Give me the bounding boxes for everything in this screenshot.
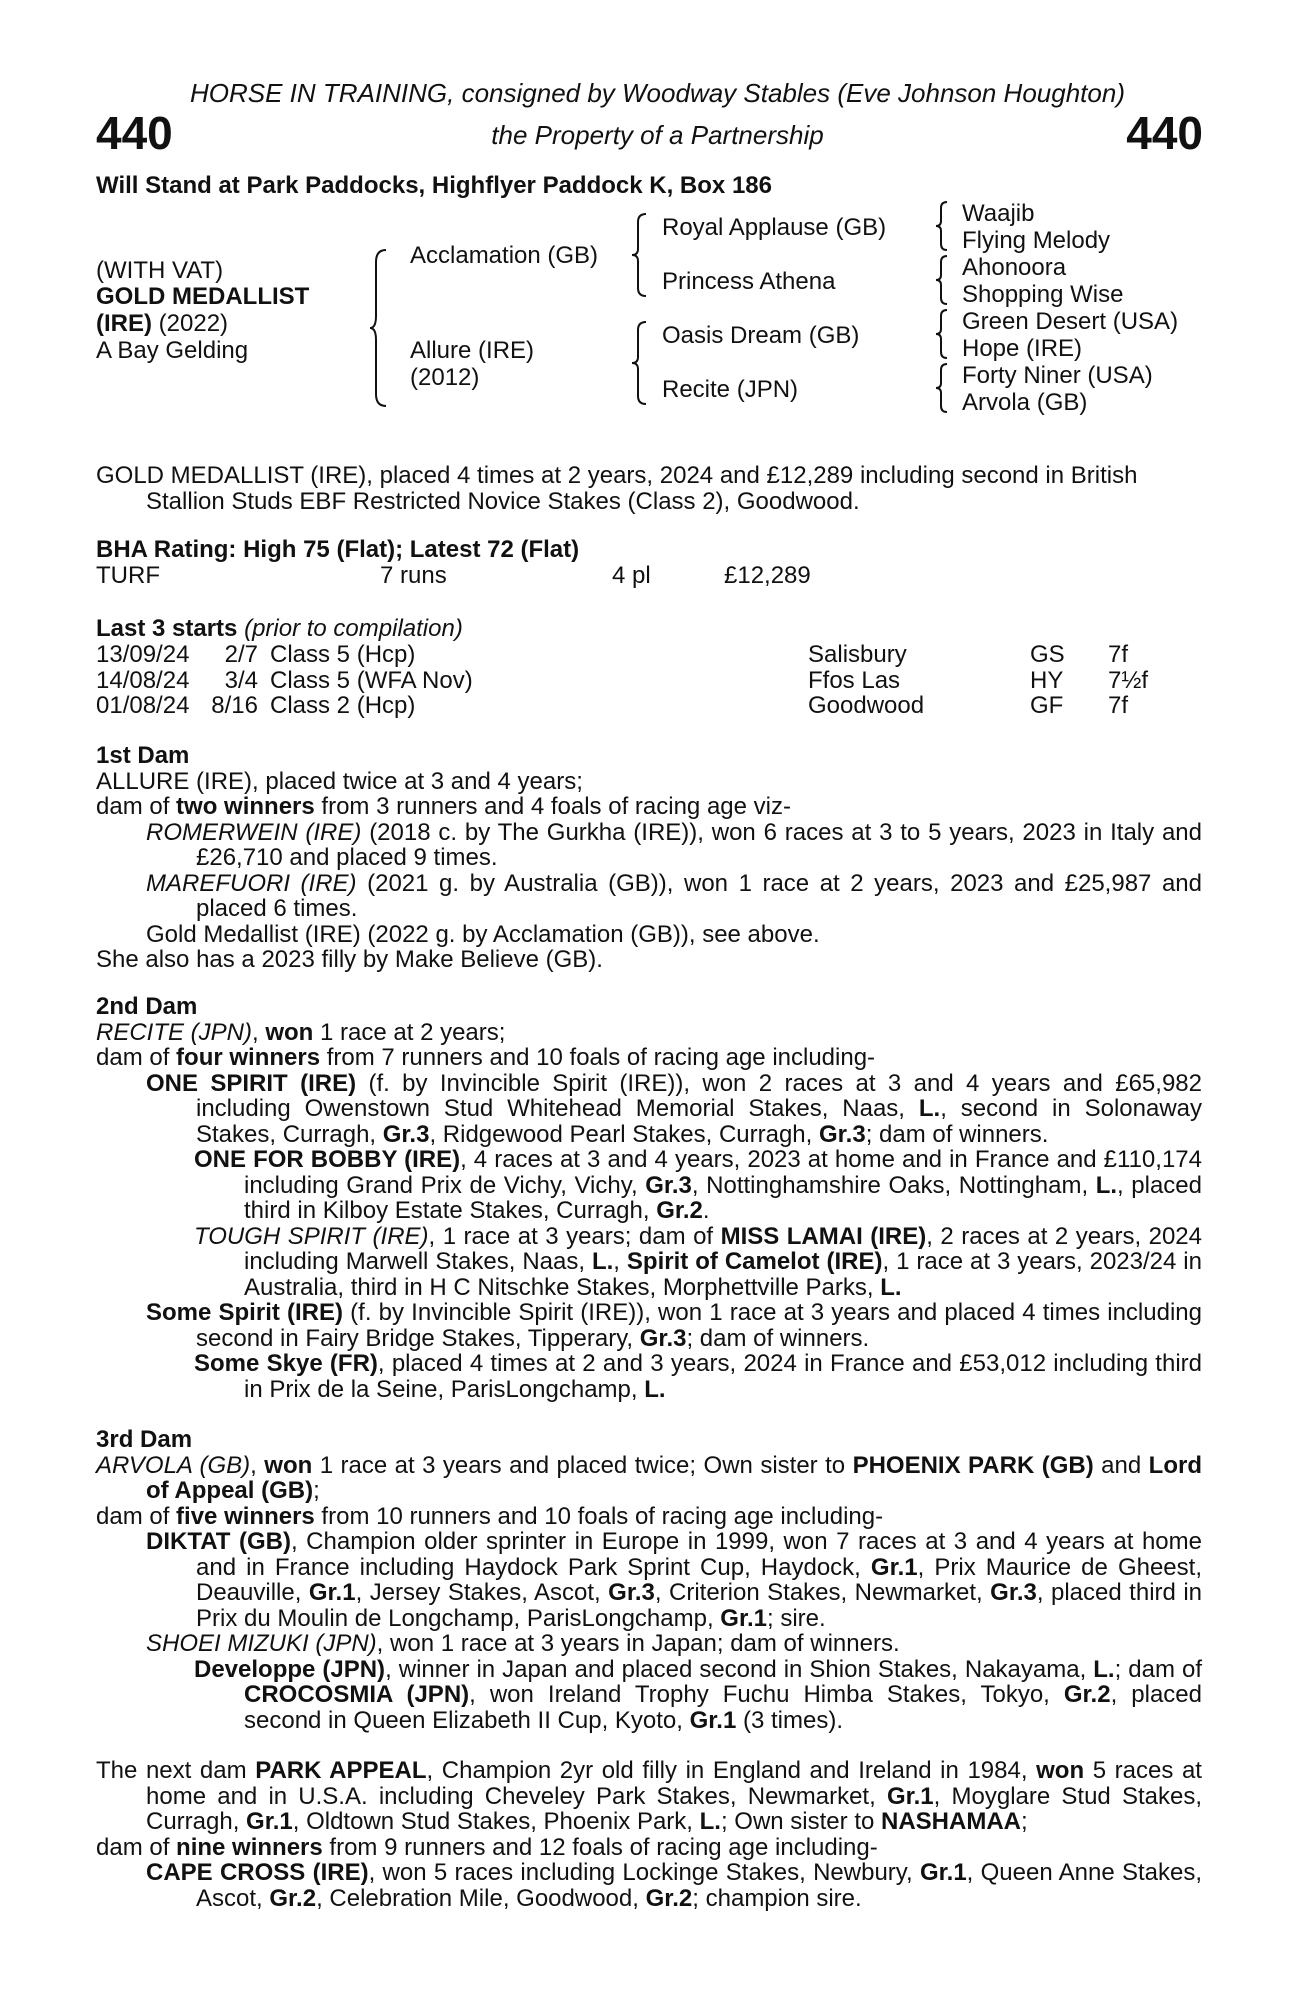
race-grade: Gr.3 <box>608 1579 655 1606</box>
horse-year: (2022) <box>152 310 229 337</box>
dam-name: ARVOLA (GB) <box>96 1451 251 1479</box>
race-grade: Gr.1 <box>308 1579 356 1606</box>
rating-placed: 4 pl <box>612 562 651 589</box>
start-race: Class 5 (WFA Nov) <box>270 666 473 694</box>
text: 1 race at 3 years and placed twice; Own sister to <box>312 1451 853 1479</box>
horse-description: A Bay Gelding <box>96 337 249 364</box>
text: dam of <box>96 1833 177 1861</box>
produce-entry: Gold Medallist (IRE) (2022 g. by Acclamation (GB)), see above. <box>146 920 820 948</box>
start-course: Salisbury <box>808 641 907 668</box>
sibling-name: Lord of Appeal (GB) <box>146 1451 1202 1504</box>
winners-count: nine winners <box>176 1833 323 1861</box>
text: won <box>265 1018 314 1046</box>
pedigree-brace-g2 <box>934 254 950 306</box>
produce-details: (2018 c. by The Gurkha (IRE)), won 6 races at 3 to 5 years, 2023 in Italy and £26,710 and placed 9 times. <box>196 818 1202 871</box>
text: ; sire. <box>767 1604 826 1632</box>
text: ; dam of winners. <box>686 1324 870 1352</box>
produce-name: MISS LAMAI (IRE) <box>720 1222 927 1250</box>
text: , Nottinghamshire Oaks, Nottingham, <box>691 1171 1096 1199</box>
text: . <box>702 1197 710 1224</box>
text: (f. by Invincible Spirit (IRE)), won 2 races at 3 and 4 years and £65,982 including Owenstown Stud Whitehead Memorial Stakes, Naas, <box>196 1069 1202 1122</box>
text: , 4 races at 3 and 4 years, 2023 at home and in France and £110,174 including Grand Prix de Vichy, Vichy, <box>244 1146 1202 1199</box>
produce-name: DIKTAT (GB) <box>146 1528 291 1555</box>
produce-name: CAPE CROSS (IRE) <box>146 1859 369 1886</box>
winners-count: five winners <box>176 1502 315 1530</box>
text: and <box>1093 1451 1149 1479</box>
sibling-name: NASHAMAA <box>881 1808 1021 1835</box>
text: ; <box>313 1477 320 1504</box>
first-dam-section <box>96 743 1202 973</box>
lot-number-right: 440 <box>1126 107 1203 159</box>
race-grade: L. <box>699 1808 721 1835</box>
text: , placed third in Prix du Moulin de Longchamp, ParisLongchamp, <box>196 1579 1202 1632</box>
last-starts-title <box>96 616 463 642</box>
text: ; <box>1021 1808 1028 1835</box>
summary-line-2: Stallion Studs EBF Restricted Novice Stakes (Class 2), Goodwood. <box>146 487 860 515</box>
produce-name: TOUGH SPIRIT (IRE) <box>194 1222 429 1250</box>
consignment-line: HORSE IN TRAINING, consigned by Woodway Stables (Eve Johnson Houghton) <box>190 78 1125 108</box>
start-position: 3/4 <box>224 666 258 694</box>
text: , second in Solonaway Stakes, Curragh, <box>196 1095 1202 1148</box>
pedigree-brace-sire <box>630 212 650 298</box>
produce-details: (2021 g. by Australia (GB)), won 1 race at 2 years, 2023 and £25,987 and placed 6 times. <box>196 869 1202 922</box>
dam-name: PARK APPEAL <box>255 1757 427 1784</box>
race-grade: Gr.1 <box>919 1859 967 1886</box>
produce-name: Some Spirit (IRE) <box>146 1299 344 1326</box>
text: , Champion older sprinter in Europe in 1999, won 7 races at 3 and 4 years at home and in France including Haydock Park Sprint Cup, Haydock, <box>196 1528 1202 1581</box>
text: , Criterion Stakes, Newmarket, <box>654 1579 991 1606</box>
text: , winner in Japan and placed second in Shion Stakes, Nakayama, <box>385 1655 1094 1683</box>
vat-note: (WITH VAT) <box>96 257 224 284</box>
race-grade: Gr.3 <box>990 1579 1037 1606</box>
grandsire-4: Forty Niner (USA) <box>962 362 1153 389</box>
text: , placed second in Queen Elizabeth II Cup, Kyoto, <box>244 1681 1202 1734</box>
text: , <box>613 1248 627 1275</box>
granddam-1: Flying Melody <box>962 227 1111 254</box>
race-grade: L. <box>880 1273 902 1301</box>
produce-entry <box>96 1631 1202 1657</box>
text: , Celebration Mile, Goodwood, <box>316 1884 646 1912</box>
text: (f. by Invincible Spirit (IRE)), won 1 race at 3 years and placed 4 times including second in Fairy Bridge Stakes, Tipperary, <box>196 1299 1202 1352</box>
summary-line-1: GOLD MEDALLIST (IRE), placed 4 times at 2 years, 2024 and £12,289 including second in British <box>96 462 1138 489</box>
race-grade: Gr.3 <box>639 1324 687 1352</box>
second-dam-section <box>96 994 1202 1402</box>
text: ; dam of winners. <box>865 1120 1049 1148</box>
race-grade: Gr.1 <box>886 1782 934 1810</box>
produce-name: Some Skye (FR) <box>194 1350 378 1377</box>
sibling-name: PHOENIX PARK (GB) <box>852 1451 1094 1479</box>
text: dam of <box>96 1502 177 1530</box>
text: from 3 runners and 4 foals of racing age viz- <box>314 793 791 820</box>
produce-name: ROMERWEIN (IRE) <box>146 818 362 846</box>
text: , Prix Maurice de Gheest, Deauville, <box>196 1553 1202 1606</box>
third-dam-heading: 3rd Dam <box>96 1426 193 1453</box>
dam-dam: Recite (JPN) <box>662 376 799 403</box>
text: from 9 runners and 12 foals of racing age including- <box>322 1833 878 1861</box>
start-race: Class 2 (Hcp) <box>270 692 416 719</box>
start-distance: 7½f <box>1108 666 1149 694</box>
first-dam-line: ALLURE (IRE), placed twice at 3 and 4 years; <box>96 767 583 795</box>
text: , won 5 races including Lockinge Stakes, Newbury, <box>368 1859 920 1886</box>
start-position: 8/16 <box>211 692 258 719</box>
start-position: 2/7 <box>224 641 258 668</box>
dam-year: (2012) <box>410 364 480 391</box>
winners-count: four winners <box>176 1044 321 1071</box>
text: , placed 4 times at 2 and 3 years, 2024 in France and £53,012 including third in Prix de la Seine, ParisLongchamp, <box>244 1350 1202 1403</box>
pedigree-brace-dam <box>630 320 650 406</box>
third-dam-produce-line <box>96 1504 1202 1530</box>
next-dam-produce-line <box>96 1835 1202 1861</box>
sire: Acclamation (GB) <box>410 242 599 269</box>
text: (3 times). <box>736 1706 843 1734</box>
text: ; Own sister to <box>720 1808 881 1835</box>
pedigree-brace-g3 <box>934 308 950 360</box>
text: 1 race at 2 years; <box>313 1018 506 1046</box>
text: , won 1 race at 3 years in Japan; dam of winners. <box>376 1630 900 1657</box>
granddam-3: Hope (IRE) <box>962 335 1083 362</box>
table-row <box>96 668 1148 694</box>
next-dam-line <box>96 1758 1202 1835</box>
start-race: Class 5 (Hcp) <box>270 641 416 668</box>
granddam-4: Arvola (GB) <box>962 389 1088 416</box>
starts-table <box>96 642 1148 719</box>
race-grade: Gr.1 <box>720 1604 767 1632</box>
produce-entry <box>96 1147 1202 1224</box>
winners-count: two winners <box>176 793 315 820</box>
table-row <box>96 642 1148 668</box>
text: , <box>250 1451 265 1479</box>
text: dam of <box>96 793 177 820</box>
pedigree-brace-g1 <box>934 200 950 252</box>
produce-entry <box>96 820 1202 871</box>
second-dam-produce-line <box>96 1045 1202 1071</box>
produce-entry <box>96 1860 1202 1911</box>
text: The next dam <box>96 1757 256 1784</box>
produce-entry <box>96 1224 1202 1301</box>
start-distance: 7f <box>1108 641 1129 668</box>
pedigree-brace-g4 <box>934 362 950 414</box>
text: ; dam of <box>1114 1655 1202 1683</box>
text: , Queen Anne Stakes, Ascot, <box>196 1859 1202 1912</box>
text: , Jersey Stakes, Ascot, <box>355 1579 609 1606</box>
race-grade: Gr.3 <box>818 1120 866 1148</box>
text: , Moyglare Stud Stakes, Curragh, <box>146 1782 1202 1835</box>
start-date: 13/09/24 <box>96 641 190 668</box>
text: , Champion 2yr old filly in England and Ireland in 1984, <box>426 1757 1037 1784</box>
horse-country-year <box>96 311 228 337</box>
text: , Oldtown Stud Stakes, Phoenix Park, <box>292 1808 700 1835</box>
start-going: GS <box>1030 641 1065 668</box>
race-grade: Gr.2 <box>269 1884 317 1912</box>
produce-entry <box>96 1300 1202 1351</box>
race-grade: Gr.1 <box>870 1553 918 1581</box>
start-date: 01/08/24 <box>96 692 190 719</box>
produce-entry <box>96 1657 1202 1734</box>
third-dam-line <box>96 1453 1202 1504</box>
grandsire-2: Ahonoora <box>962 254 1067 281</box>
produce-name: Developpe (JPN) <box>194 1655 386 1683</box>
rating-earnings: £12,289 <box>724 562 811 589</box>
grandsire-3: Green Desert (USA) <box>962 308 1179 335</box>
race-grade: Gr.2 <box>1063 1681 1111 1708</box>
produce-name: ONE FOR BOBBY (IRE) <box>194 1146 461 1173</box>
next-dam-section <box>96 1758 1202 1911</box>
rating-surface: TURF <box>96 562 160 589</box>
first-dam-heading: 1st Dam <box>96 742 190 769</box>
produce-entry <box>96 871 1202 922</box>
dam-sire: Oasis Dream (GB) <box>662 322 860 349</box>
text: ; champion sire. <box>692 1884 862 1912</box>
race-grade: Gr.2 <box>645 1884 693 1912</box>
property-line: the Property of a Partnership <box>491 120 824 150</box>
text: , <box>252 1018 266 1046</box>
rating-runs: 7 runs <box>380 562 447 589</box>
produce-name: SHOEI MIZUKI (JPN) <box>146 1630 377 1657</box>
text: won <box>1036 1757 1085 1784</box>
bha-rating: BHA Rating: High 75 (Flat); Latest 72 (Flat) <box>96 536 580 563</box>
text: 5 races at home and in U.S.A. including Cheveley Park Stakes, Newmarket, <box>146 1757 1202 1810</box>
race-grade: Gr.3 <box>645 1171 692 1199</box>
first-dam-produce-line <box>96 794 1202 820</box>
produce-entry <box>96 1071 1202 1148</box>
produce-name: CROCOSMIA (JPN) <box>244 1681 470 1708</box>
produce-entry <box>96 1529 1202 1631</box>
text: , 2 races at 2 years, 2024 including Marwell Stakes, Naas, <box>244 1222 1202 1275</box>
produce-entry <box>96 1351 1202 1402</box>
summary <box>96 463 1202 514</box>
dam-name: RECITE (JPN) <box>96 1018 252 1046</box>
lot-number-left: 440 <box>96 107 173 159</box>
text: won <box>264 1451 313 1479</box>
start-distance: 7f <box>1108 692 1129 719</box>
last-starts-label: Last 3 starts <box>96 615 238 642</box>
text: , 1 race at 3 years; dam of <box>428 1222 721 1250</box>
second-dam-heading: 2nd Dam <box>96 993 198 1020</box>
race-grade: Gr.1 <box>246 1808 293 1835</box>
first-dam-also: She also has a 2023 filly by Make Believe (GB). <box>96 946 603 973</box>
text: , Ridgewood Pearl Stakes, Curragh, <box>429 1120 819 1148</box>
text: , placed third in Kilboy Estate Stakes, Curragh, <box>244 1171 1202 1224</box>
start-date: 14/08/24 <box>96 666 190 694</box>
text: dam of <box>96 1044 177 1071</box>
granddam-2: Shopping Wise <box>962 281 1124 308</box>
sire-dam: Princess Athena <box>662 268 836 295</box>
race-grade: L. <box>1095 1171 1118 1199</box>
produce-name: ONE SPIRIT (IRE) <box>146 1069 357 1097</box>
race-grade: Gr.1 <box>689 1706 737 1734</box>
race-grade: L. <box>644 1375 666 1403</box>
race-grade: Gr.2 <box>656 1197 703 1224</box>
horse-name: GOLD MEDALLIST <box>96 283 310 310</box>
pedigree-brace-main <box>368 248 392 408</box>
race-grade: L. <box>591 1248 614 1275</box>
second-dam-line <box>96 1020 1202 1046</box>
last-starts-note: (prior to compilation) <box>237 615 463 642</box>
start-going: GF <box>1030 692 1064 719</box>
dam: Allure (IRE) <box>410 337 535 364</box>
start-course: Ffos Las <box>808 666 901 694</box>
produce-name: MAREFUORI (IRE) <box>146 869 357 897</box>
produce-name: Spirit of Camelot (IRE) <box>626 1248 883 1275</box>
third-dam-section <box>96 1427 1202 1733</box>
start-going: HY <box>1030 666 1064 694</box>
race-grade: L. <box>918 1095 941 1122</box>
table-row <box>96 693 1148 719</box>
text: from 10 runners and 10 foals of racing age including- <box>314 1502 884 1530</box>
grandsire-1: Waajib <box>962 200 1035 227</box>
location-line: Will Stand at Park Paddocks, Highflyer Paddock K, Box 186 <box>96 172 772 199</box>
horse-country: (IRE) <box>96 310 152 337</box>
race-grade: L. <box>1093 1655 1115 1683</box>
text: from 7 runners and 10 foals of racing age including- <box>320 1044 876 1071</box>
text: , 1 race at 3 years, 2023/24 in Australia, third in H C Nitschke Stakes, Morphettville Parks, <box>244 1248 1202 1301</box>
sire-sire: Royal Applause (GB) <box>662 214 887 241</box>
start-course: Goodwood <box>808 692 925 719</box>
text: , won Ireland Trophy Fuchu Himba Stakes, Tokyo, <box>469 1681 1064 1708</box>
race-grade: Gr.3 <box>382 1120 430 1148</box>
